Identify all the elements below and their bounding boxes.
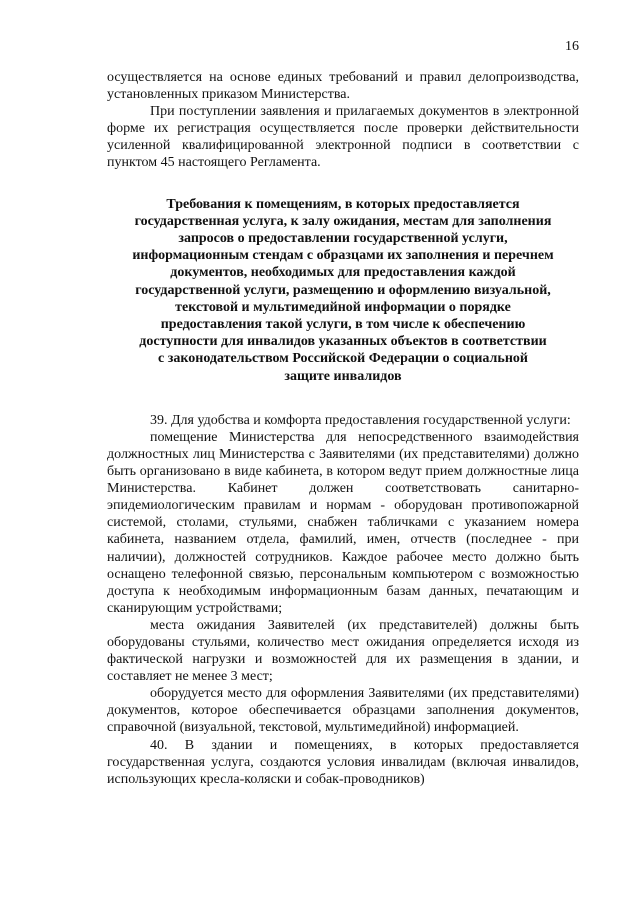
heading-line: государственная услуга, к залу ожидания, местам для заполнения [134,213,552,229]
heading-line: государственной услуги, размещению и оформлению визуальной, [135,282,551,298]
heading-line: защите инвалидов [284,368,402,384]
heading-line: доступности для инвалидов указанных объектов в соответствии [139,334,547,350]
body-before-heading [107,69,579,172]
paragraph: При поступлении заявления и прилагаемых документов в электронной форме их регистрация осуществляется после проверки действительности усиленной квалифицированной электронной подписи в соответствии с пунктом 45 настоящего Регламента. [107,104,579,171]
page-number: 16 [565,39,579,54]
heading-line: Требования к помещениям, в которых предоставляется [166,196,520,212]
heading-line: текстовой и мультимедийной информации о порядке [175,299,511,315]
paragraph: осуществляется на основе единых требований и правил делопроизводства, установленных приказом Министерства. [107,70,579,103]
heading-line: с законодательством Российской Федерации о социальной [158,351,528,367]
paragraph: оборудуется место для оформления Заявителями (их представителями) документов, которое обеспечивается образцами заполнения документов, справочной (визуальной, текстовой, мультимедийной) информацией. [107,686,579,736]
paragraph: помещение Министерства для непосредственного взаимодействия должностных лиц Министерства с Заявителями (их представителями) должно быть организовано в виде кабинета, в котором ведут прием должностные лица Министерства. Кабинет должен соответствовать санитарно-эпидемиологическим правилам и нормам - оборудован противопожарной системой, столами, стульями, снабжен табличками с указанием номера кабинета, названием отдела, фамилий, имен, отчеств (последнее - при наличии), должностей сотрудников. Каждое рабочее место должно быть оснащено телефонной связью, персональным компьютером с возможностью доступа к необходимым информационным базам данных, печатающим и сканирующим устройствами; [107,429,579,616]
heading-line: документов, необходимых для предоставления каждой [170,265,516,281]
heading-line: информационным стендам с образцами их заполнения и перечнем [132,248,554,264]
heading-line: запросов о предоставлении государственной услуги, [178,230,508,246]
paragraph-item-39: 39. Для удобства и комфорта предоставления государственной услуги: [150,412,571,428]
body-after-heading [107,412,579,788]
paragraph-item-40: 40. В здании и помещениях, в которых предоставляется государственная услуга, создаются условия инвалидам (включая инвалидов, использующих кресла-коляски и собак-проводников) [107,737,579,787]
section-heading [107,196,579,385]
paragraph: места ожидания Заявителей (их представителей) должны быть оборудованы стульями, количество мест ожидания определяется исходя из фактической нагрузки и возможностей для их размещения в здании, и составляет не менее 3 мест; [107,617,579,685]
heading-line: предоставления такой услуги, в том числе к обеспечению [160,316,526,332]
